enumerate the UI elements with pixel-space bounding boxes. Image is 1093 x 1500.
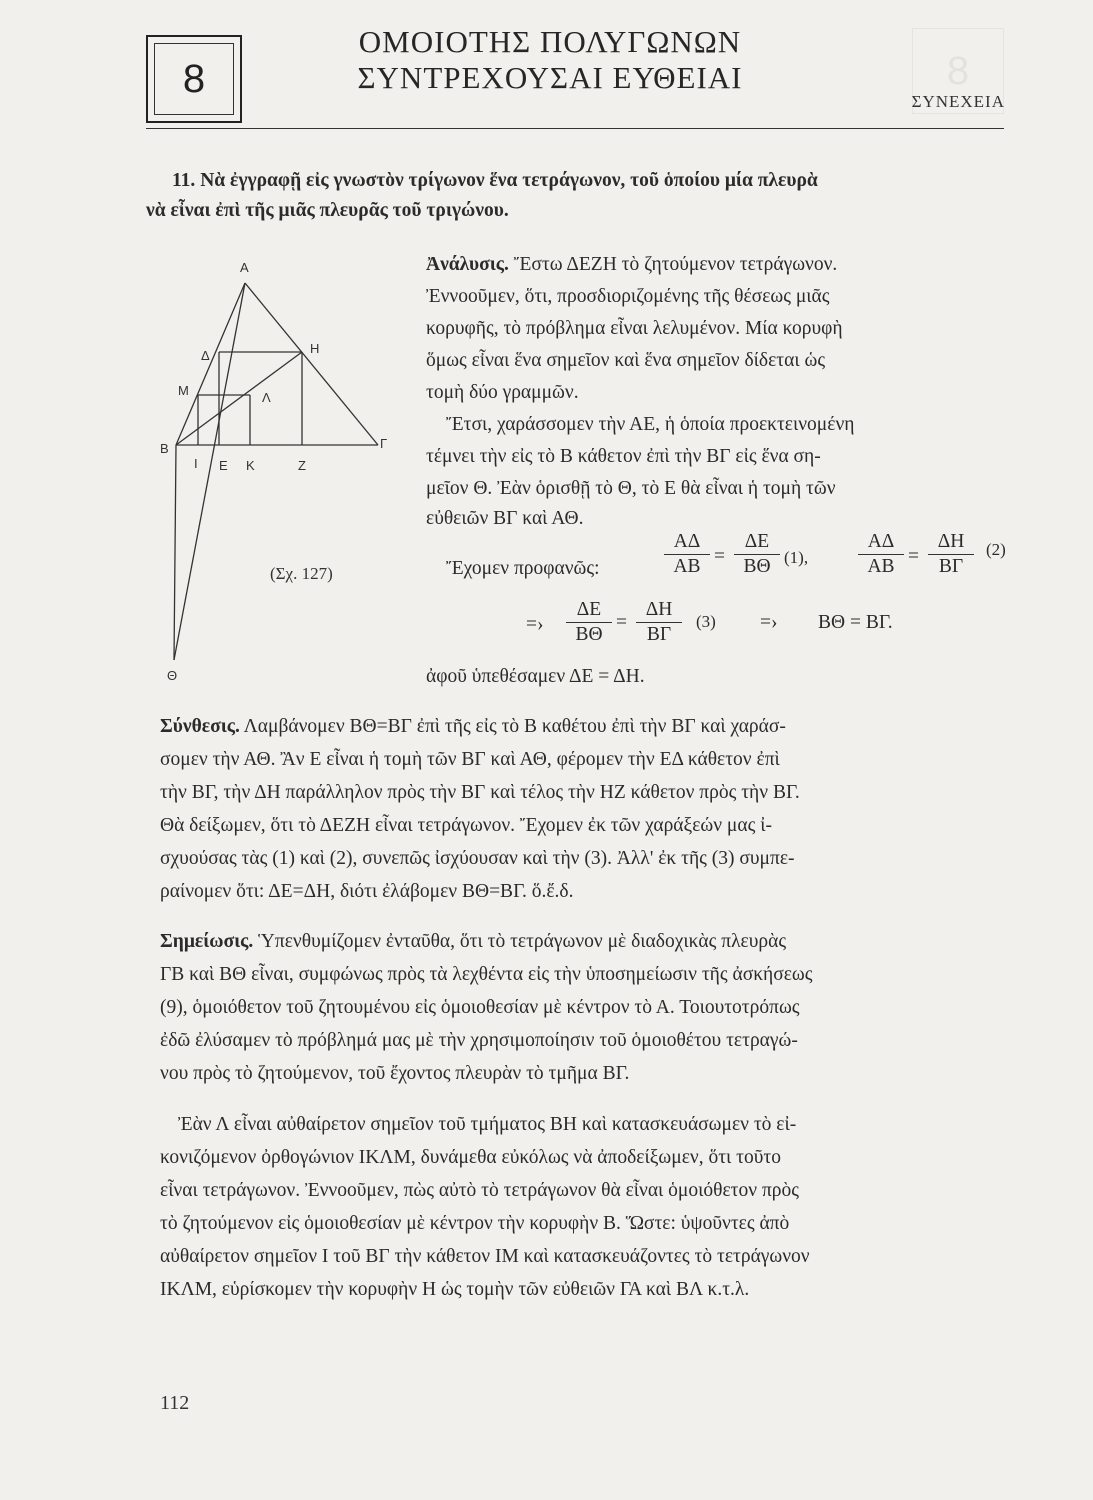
synthesis-line4: Θὰ δείξωμεν, ὅτι τὸ ΔΕΖΗ εἶναι τετράγωνον. Ἔχομεν ἐκ τῶν χαράξεών μας ἰ-: [160, 815, 772, 836]
exercise-statement-line2: νὰ εἶναι ἐπὶ τῆς μιᾶς πλευρᾶς τοῦ τριγώνου.: [146, 200, 509, 221]
fraction-ad-ab-2: [858, 530, 904, 579]
equation-tag-2: (2): [986, 540, 1006, 559]
label-z: Z: [298, 458, 306, 473]
analysis-line9: εὐθειῶν ΒΓ καὶ ΑΘ.: [426, 508, 584, 529]
label-a: A: [240, 260, 249, 275]
remark-line1: [160, 927, 1020, 957]
label-i: I: [194, 456, 198, 471]
equation-tag-1: (1),: [784, 548, 809, 567]
equals-sign: =: [616, 612, 627, 633]
analysis-since: ἀφοῦ ὑπεθέσαμεν ΔΕ = ΔΗ.: [426, 666, 645, 687]
exercise-number: 11.: [172, 170, 196, 191]
page-number: 112: [160, 1392, 190, 1414]
analysis-line1: [426, 250, 1016, 280]
fraction-numerator: ΑΔ: [858, 530, 904, 555]
implies-arrow-2: =›: [760, 612, 778, 633]
side-ag: [245, 283, 378, 445]
fraction-de-bth: [734, 530, 780, 579]
fraction-denominator: ΒΓ: [646, 624, 672, 645]
final-line3: εἶναι τετράγωνον. Ἐννοοῦμεν, πὼς αὐτὸ τὸ τετράγωνον θὰ εἶναι ὁμοιόθετον πρὸς: [160, 1180, 799, 1201]
final-line2: κονιζόμενον ὀρθογώνιον ΙΚΛΜ, δυνάμεθα εὐκόλως νὰ ἀποδείξωμεν, ὅτι τοῦτο: [160, 1147, 782, 1168]
fraction-denominator: ΒΘ: [743, 556, 771, 577]
synthesis-line2: σομεν τὴν ΑΘ. Ἂν Ε εἶναι ἡ τομὴ τῶν ΒΓ καὶ ΑΘ, φέρομεν τὴν ΕΔ κάθετον ἐπὶ: [160, 749, 780, 770]
fraction-numerator: ΔΗ: [928, 530, 974, 555]
final-line6: ΙΚΛΜ, εὑρίσκομεν τὴν κορυφὴν Η ὡς τομὴν τῶν εὐθειῶν ΓΑ καὶ ΒΛ κ.τ.λ.: [160, 1279, 750, 1300]
fraction-numerator: ΑΔ: [664, 530, 710, 555]
chapter-title-line2: ΣΥΝΤΡΕΧΟΥΣΑΙ ΕΥΘΕΙΑΙ: [357, 60, 743, 95]
analysis-line8: μεῖον Θ. Ἐὰν ὁρισθῇ τὸ Θ, τὸ Ε θὰ εἶναι ἡ τομὴ τῶν: [426, 478, 836, 499]
exercise-statement-line1: [172, 166, 1012, 196]
analysis-line2: Ἐννοοῦμεν, ὅτι, προσδιοριζομένης τῆς θέσεως μιᾶς: [426, 286, 830, 307]
chapter-number-box: [146, 35, 242, 123]
analysis-line4: ὅμως εἶναι ἕνα σημεῖον καὶ ἕνα σημεῖον δίδεται ὡς: [426, 350, 826, 371]
label-theta: Θ: [167, 668, 178, 683]
fraction-dh-bg-2: [636, 598, 682, 647]
analysis-line6: Ἔτσι, χαράσσομεν τὴν ΑΕ, ἡ ὁποία προεκτεινομένη: [446, 414, 855, 435]
chapter-number: 8: [154, 43, 234, 115]
equation-tag-3: (3): [696, 612, 716, 631]
final-line1: Ἐὰν Λ εἶναι αὐθαίρετον σημεῖον τοῦ τμήματος ΒΗ καὶ κατασκευάσωμεν τὸ εἰ-: [178, 1114, 797, 1135]
fraction-numerator: ΔΕ: [566, 598, 612, 623]
fraction-numerator: ΔΗ: [636, 598, 682, 623]
fraction-dh-bg: [928, 530, 974, 579]
equals-sign: =: [714, 546, 725, 567]
remark-text1: Ὑπενθυμίζομεν ἐνταῦθα, ὅτι τὸ τετράγωνον μὲ διαδοχικὰς πλευρὰς: [258, 931, 787, 952]
equals-sign: =: [908, 546, 919, 567]
line-a-theta: [174, 283, 245, 660]
line-bh: [176, 352, 302, 445]
remark-line3: (9), ὁμοιόθετον τοῦ ζητουμένου εἰς ὁμοιοθεσίαν μὲ κέντρον τὸ Α. Τοιουτοτρόπως: [160, 997, 800, 1018]
label-d: Δ: [201, 348, 210, 363]
equation-result: ΒΘ = ΒΓ.: [818, 612, 893, 633]
analysis-heading: Ἀνάλυσις.: [426, 254, 509, 275]
label-h: H: [310, 341, 320, 356]
ghost-chapter-box: 8: [912, 28, 1004, 114]
synthesis-heading: Σύνθεσις.: [160, 716, 240, 737]
exercise-statement-text1: Νὰ ἐγγραφῇ εἰς γνωστὸν τρίγωνον ἕνα τετράγωνον, τοῦ ὁποίου μία πλευρὰ: [200, 170, 818, 191]
fraction-denominator: ΑΒ: [867, 556, 895, 577]
analysis-line7: τέμνει τὴν εἰς τὸ Β κάθετον ἐπὶ τὴν ΒΓ εἰς ἕνα ση-: [426, 446, 821, 467]
obviously-text: Ἔχομεν προφανῶς:: [446, 558, 600, 579]
implies-arrow: =›: [526, 614, 544, 635]
synthesis-line1: [160, 712, 1020, 742]
remark-line5: νου πρὸς τὸ ζητούμενον, τοῦ ἔχοντος πλευρὰν τὸ τμῆμα ΒΓ.: [160, 1063, 630, 1084]
label-k: K: [246, 458, 255, 473]
fraction-ad-ab: [664, 530, 710, 579]
label-e: E: [219, 458, 228, 473]
synthesis-line6: ραίνομεν ὅτι: ΔΕ=ΔΗ, διότι ἐλάβομεν ΒΘ=ΒΓ. ὅ.ἔ.δ.: [160, 881, 574, 902]
synthesis-line3: τὴν ΒΓ, τὴν ΔΗ παράλληλον πρὸς τὴν ΒΓ καὶ τέλος τὴν ΗΖ κάθετον πρὸς τὴν ΒΓ.: [160, 782, 800, 803]
remark-line4: ἐδῶ ἐλύσαμεν τὸ πρόβλημά μας μὲ τὴν χρησιμοποίησιν τοῦ ὁμοιοθέτου τετραγώ-: [160, 1030, 798, 1051]
fraction-de-bth-2: [566, 598, 612, 647]
fraction-denominator: ΒΓ: [938, 556, 964, 577]
label-m: M: [178, 383, 189, 398]
side-ab: [176, 283, 245, 445]
fraction-numerator: ΔΕ: [734, 530, 780, 555]
header-rule: [146, 128, 1004, 129]
label-l: Λ: [262, 390, 271, 405]
continued-label: ΣΥΝΕΧΕΙΑ: [911, 92, 1005, 111]
synthesis-line5: σχυούσας τὰς (1) καὶ (2), συνεπῶς ἰσχύουσαν καὶ τὴν (3). Ἀλλ' ἐκ τῆς (3) συμπε-: [160, 848, 795, 869]
remark-line2: ΓΒ καὶ ΒΘ εἶναι, συμφώνως πρὸς τὰ λεχθέντα εἰς τὴν ὑποσημείωσιν τῆς ἀσκήσεως: [160, 964, 813, 985]
label-b: B: [160, 441, 169, 456]
chapter-title-line1: ΟΜΟΙΟΤΗΣ ΠΟΛΥΓΩΝΩΝ: [358, 24, 742, 59]
fraction-denominator: ΑΒ: [673, 556, 701, 577]
analysis-text1: Ἔστω ΔΕΖΗ τὸ ζητούμενον τετράγωνον.: [513, 254, 838, 275]
figure-caption: (Σχ. 127): [270, 564, 333, 583]
synthesis-text1: Λαμβάνομεν ΒΘ=ΒΓ ἐπὶ τῆς εἰς τὸ Β καθέτου ἐπὶ τὴν ΒΓ καὶ χαράσ-: [243, 716, 786, 737]
remark-heading: Σημείωσις.: [160, 931, 254, 952]
final-line4: τὸ ζητούμενον εἰς ὁμοιοθεσίαν μὲ κέντρον τὴν κορυφὴν Β. Ὥστε: ὑψοῦντες ἀπὸ: [160, 1213, 790, 1234]
analysis-line5: τομὴ δύο γραμμῶν.: [426, 382, 579, 403]
fraction-denominator: ΒΘ: [575, 624, 603, 645]
analysis-line3: κορυφῆς, τὸ πρόβλημα εἶναι λελυμένον. Μία κορυφὴ: [426, 318, 843, 339]
final-line5: αὐθαίρετον σημεῖον Ι τοῦ ΒΓ τὴν κάθετον ΙΜ καὶ κατασκευάζοντες τὸ τετράγωνον: [160, 1246, 810, 1267]
figure-127: [150, 250, 400, 690]
perp-b-theta: [174, 445, 176, 660]
label-g: Γ: [380, 436, 388, 451]
